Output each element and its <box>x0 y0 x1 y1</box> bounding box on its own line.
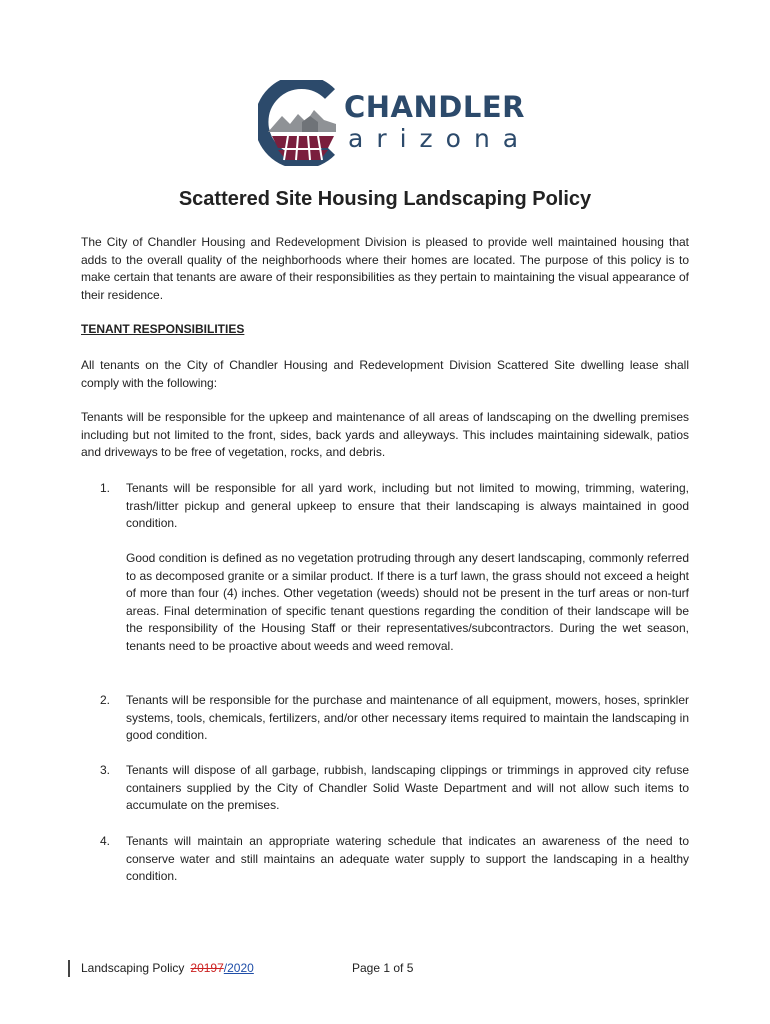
logo-wordmark-chandler: CHANDLER <box>344 90 525 124</box>
page-number: Page 1 of 5 <box>352 961 414 975</box>
list-item-number: 3. <box>100 763 111 777</box>
compliance-paragraph: All tenants on the City of Chandler Housing and Redevelopment Division Scattered Site dwelling lease shall comply with the following: <box>81 358 689 390</box>
list-item-number: 1. <box>100 481 111 495</box>
page-title: Scattered Site Housing Landscaping Policy <box>178 188 592 210</box>
footer-label <box>81 961 254 975</box>
list-item-text: Tenants will be responsible for all yard work, including but not limited to mowing, trimming, watering, trash/litter pickup and general upkeep to ensure that their landscaping is always maintained in good condition. <box>126 481 689 530</box>
footer-inserted-text: /2020 <box>223 961 254 975</box>
upkeep-paragraph: Tenants will be responsible for the upkeep and maintenance of all areas of landscaping on the dwelling premises including but not limited to the front, sides, back yards and alleyways. This includes maintaining sidewalk, patios and driveways to be free of vegetation, rocks, and debris. <box>81 410 689 459</box>
list-item <box>100 833 689 886</box>
list-item-text: Tenants will be responsible for the purchase and maintenance of all equipment, mowers, hoses, sprinkler systems, tools, chemicals, fertilizers, and/or other necessary items required to maintain the landscaping in good condition. <box>126 693 689 742</box>
list-item-number: 2. <box>100 693 111 707</box>
list-item-text: Tenants will maintain an appropriate watering schedule that indicates an awareness of the need to conserve water and still maintains an adequate water supply to support the landscaping in a healthy condition. <box>126 834 689 883</box>
list-item-subtext: Good condition is defined as no vegetation protruding through any desert landscaping, commonly referred to as decomposed granite or a similar product. If there is a turf lawn, the grass should not exceed a height of more than four (4) inches. Other vegetation (weeds) should not be present in the turf areas or non-turf areas. Final determination of specific tenant questions regarding the condition of their landscape will be the responsibility of the Housing Staff or their representatives/subcontractors. During the wet season, tenants need to be proactive about weeds and weed removal. <box>126 551 689 653</box>
page-footer <box>68 958 708 980</box>
logo-wordmark-arizona: arizona <box>348 124 532 153</box>
list-item <box>100 762 689 815</box>
footer-divider <box>68 960 70 977</box>
intro-paragraph: The City of Chandler Housing and Redevelopment Division is pleased to provide well maintained housing that adds to the overall quality of the neighborhoods where their homes are located. The purpose of this policy is to make certain that tenants are aware of their responsibilities as they pertain to maintaining the visual appearance of their residence. <box>81 235 689 302</box>
list-item <box>100 480 689 655</box>
list-item-text: Tenants will dispose of all garbage, rubbish, landscaping clippings or trimmings in approved city refuse containers supplied by the City of Chandler Solid Waste Department and will not allow such items to accumulate on the premises. <box>126 763 689 812</box>
logo-emblem-icon <box>258 80 344 166</box>
list-item-number: 4. <box>100 834 111 848</box>
footer-deleted-text: 20197 <box>190 961 224 975</box>
list-item <box>100 692 689 745</box>
section-heading: TENANT RESPONSIBILITIES <box>81 322 245 336</box>
footer-policy-label: Landscaping Policy <box>81 961 185 975</box>
chandler-logo <box>258 80 532 166</box>
